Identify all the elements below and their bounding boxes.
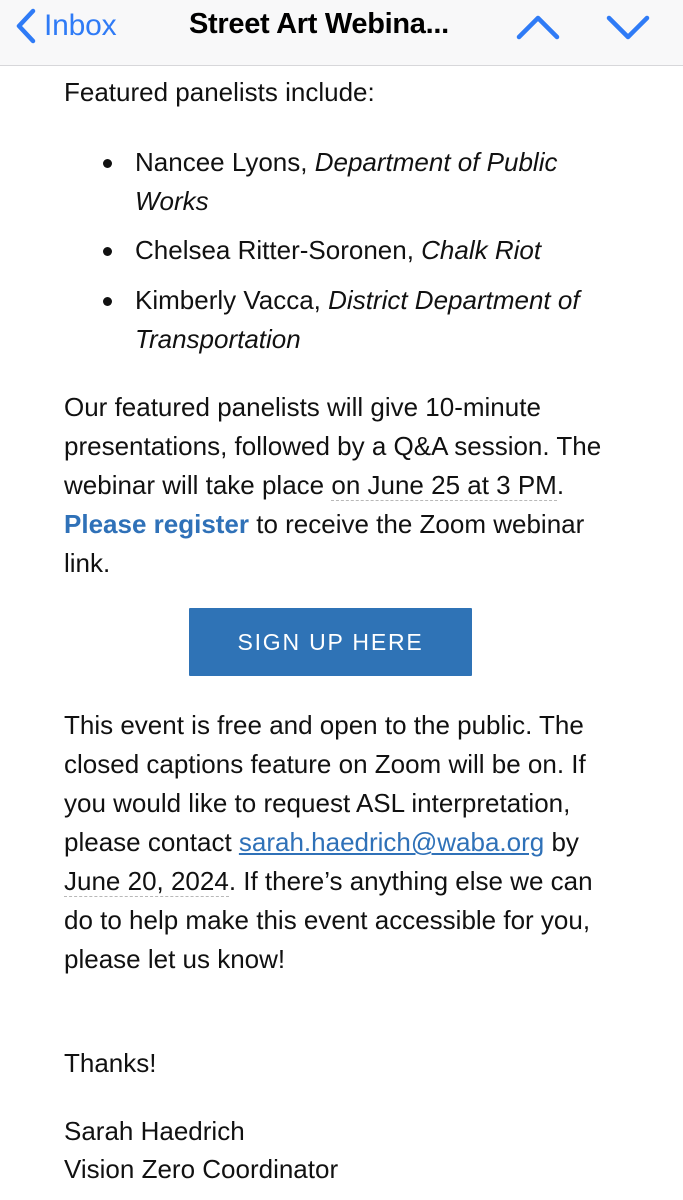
bullet-icon: [103, 159, 112, 168]
sign-up-button[interactable]: SIGN UP HERE: [189, 608, 472, 676]
panelist-name: Chelsea Ritter-Soronen,: [135, 235, 422, 265]
accessibility-paragraph: [64, 706, 624, 979]
details-text: Our featured panelists will give 10-minute presentations, followed by a Q&A session. The webinar will take place: [64, 392, 602, 500]
panelist-item: [135, 231, 615, 270]
next-message-button[interactable]: [604, 8, 652, 44]
panelist-org: Department of Public Works: [135, 147, 558, 216]
contact-email-link[interactable]: sarah.haedrich@waba.org: [238, 827, 545, 857]
previous-message-button[interactable]: [514, 8, 562, 44]
panelist-item: [135, 143, 615, 220]
register-link[interactable]: Please register: [64, 509, 250, 539]
accessibility-text: This event is free and open to the public. The closed captions feature on Zoom will be on. If you would like to request ASL interpretation, please contact: [64, 710, 586, 857]
details-text: .: [556, 470, 565, 500]
closing-text: Thanks!: [64, 1048, 157, 1078]
chevron-up-icon: [514, 8, 562, 44]
panelist-org: Chalk Riot: [421, 235, 542, 265]
panelist-name: Nancee Lyons,: [135, 147, 315, 177]
chevron-down-icon: [604, 8, 652, 44]
webinar-details-paragraph: [64, 388, 624, 583]
accessibility-text: by: [544, 827, 579, 857]
nav-bar: [0, 0, 683, 66]
panelists-intro: Featured panelists include:: [64, 77, 375, 107]
signature-name: Sarah Haedrich: [64, 1116, 245, 1146]
panelist-name: Kimberly Vacca,: [135, 285, 329, 315]
bullet-icon: [103, 247, 112, 256]
signature-title: Vision Zero Coordinator: [64, 1154, 339, 1184]
back-label: Inbox: [44, 9, 117, 42]
panelist-item: [135, 281, 615, 358]
accessibility-text: . If there’s anything else we can do to help make this event accessible for you, please let us know!: [64, 866, 593, 974]
details-text: to receive the Zoom webinar link.: [64, 509, 585, 578]
bullet-icon: [103, 297, 112, 306]
email-subject-title: Street Art Webina...: [189, 8, 449, 40]
chevron-left-icon: [14, 8, 40, 44]
webinar-date-time[interactable]: on June 25 at 3 PM: [331, 470, 557, 500]
deadline-date[interactable]: June 20, 2024: [64, 866, 229, 896]
back-to-inbox-button[interactable]: [14, 4, 116, 48]
panelist-org: District Department of Transportation: [135, 285, 580, 354]
